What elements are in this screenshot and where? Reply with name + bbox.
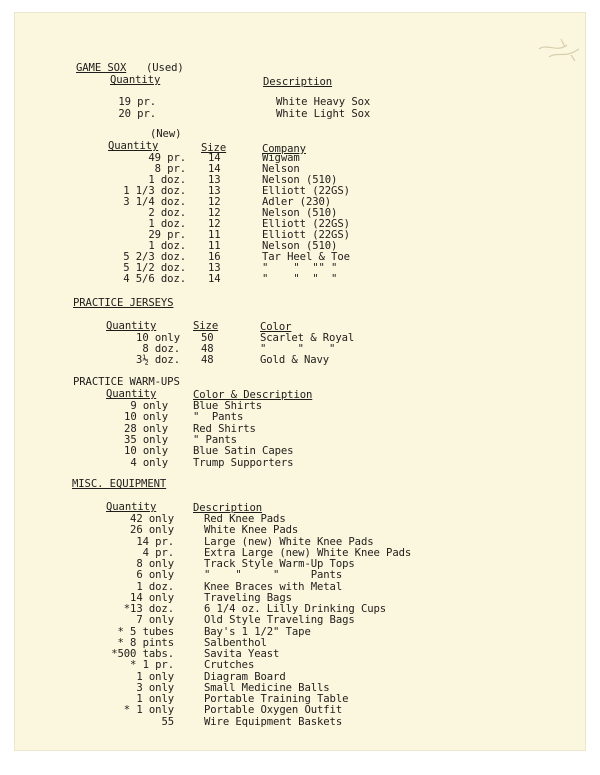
new-size-cell: 11: [208, 229, 221, 241]
misc-quantity-cell: * 1 only: [123, 704, 174, 717]
misc-description-header: Description: [193, 502, 263, 514]
misc-description-cell: Savita Yeast: [204, 648, 280, 660]
jersey-size-cell: 48: [201, 343, 214, 355]
new-company-cell: Nelson (510): [262, 174, 338, 186]
misc-quantity-cell: * 1 pr.: [130, 659, 174, 672]
jersey-color-cell: Scarlet & Royal: [260, 332, 355, 344]
misc-description-cell: Knee Braces with Metal: [204, 580, 343, 593]
new-company-cell: Nelson: [262, 163, 300, 175]
new-company-cell: Elliott (22GS): [262, 229, 350, 241]
jersey-size-cell: 48: [201, 354, 214, 366]
new-size-header: Size: [201, 142, 227, 154]
new-quantity-cell: 29 pr.: [148, 229, 186, 241]
warmup-quantity-cell: 10 only: [124, 411, 168, 424]
warmup-description-cell: Trump Supporters: [193, 456, 294, 469]
warmup-description-cell: Blue Satin Capes: [193, 445, 294, 458]
warmup-quantity-cell: 10 only: [124, 445, 168, 458]
misc-quantity-cell: 8 only: [136, 558, 174, 570]
new-company-header: Company: [262, 143, 306, 155]
misc-description-cell: Large (new) White Knee Pads: [204, 535, 374, 548]
warmups-quantity-header: Quantity: [106, 388, 157, 400]
misc-description-cell: Wire Equipment Baskets: [204, 715, 343, 728]
misc-description-cell: Small Medicine Balls: [204, 681, 330, 694]
warmup-description-cell: Blue Shirts: [193, 400, 263, 412]
warmup-quantity-cell: 35 only: [124, 433, 168, 446]
misc-quantity-cell: 26 only: [130, 524, 174, 537]
misc-quantity-cell: 14 only: [130, 591, 174, 604]
new-size-cell: 13: [208, 185, 221, 197]
warmup-quantity-cell: 28 only: [124, 422, 168, 435]
new-size-cell: 14: [208, 273, 221, 285]
misc-quantity-cell: 1 only: [136, 693, 174, 705]
misc-description-cell: Salbenthol: [204, 636, 267, 649]
misc-quantity-cell: 14 pr.: [136, 535, 174, 548]
misc-description-cell: 6 1/4 oz. Lilly Drinking Cups: [204, 603, 387, 615]
new-company-cell: Nelson (510): [262, 240, 338, 252]
used-description-header: Description: [263, 76, 333, 88]
practice-warmups-title: PRACTICE WARM-UPS: [73, 376, 180, 388]
jerseys-color-header: Color: [260, 321, 292, 333]
new-quantity-cell: 5 1/2 doz.: [123, 262, 186, 274]
used-quantity-header: Quantity: [110, 74, 161, 86]
new-quantity-cell: 3 1/4 doz.: [123, 196, 186, 208]
jersey-color-cell: Gold & Navy: [260, 354, 330, 366]
pencil-smudge-mark: [535, 35, 585, 65]
jersey-color-cell: " " ": [260, 343, 336, 355]
new-size-cell: 14: [208, 152, 221, 164]
new-quantity-cell: 1 1/3 doz.: [123, 185, 186, 197]
new-size-cell: 12: [208, 207, 221, 219]
new-company-cell: " " "" ": [262, 262, 338, 274]
new-size-cell: 13: [208, 174, 221, 186]
new-company-cell: Wigwam: [262, 152, 300, 164]
warmup-quantity-cell: 9 only: [130, 400, 168, 412]
new-size-cell: 14: [208, 163, 221, 175]
used-description-cell: White Light Sox: [276, 108, 371, 120]
new-company-cell: " " " ": [262, 273, 338, 285]
misc-quantity-cell: *500 tabs.: [111, 648, 174, 660]
warmups-description-header: Color & Description: [193, 389, 313, 401]
new-quantity-cell: 1 doz.: [148, 240, 186, 252]
warmup-description-cell: " Pants: [193, 411, 244, 424]
new-note: (New): [150, 128, 182, 140]
misc-description-cell: " " " Pants: [204, 569, 343, 582]
misc-quantity-cell: 55: [161, 715, 174, 728]
new-company-cell: Elliott (22GS): [262, 218, 350, 230]
misc-quantity-cell: 3 only: [136, 681, 174, 694]
new-size-cell: 12: [208, 196, 221, 208]
warmup-quantity-cell: 4 only: [130, 456, 168, 469]
new-size-cell: 12: [208, 218, 221, 230]
misc-description-cell: Crutches: [204, 659, 255, 672]
misc-quantity-header: Quantity: [106, 501, 157, 513]
new-quantity-cell: 1 doz.: [148, 218, 186, 230]
misc-description-cell: White Knee Pads: [204, 524, 299, 537]
new-size-cell: 16: [208, 251, 221, 263]
used-note: (Used): [146, 62, 184, 74]
new-quantity-cell: 2 doz.: [148, 207, 186, 219]
jerseys-size-header: Size: [193, 320, 219, 332]
new-quantity-cell: 49 pr.: [148, 152, 186, 164]
warmup-description-cell: " Pants: [193, 433, 237, 446]
misc-description-cell: Portable Training Table: [204, 693, 349, 705]
practice-jerseys-title: PRACTICE JERSEYS: [73, 297, 174, 309]
misc-description-cell: Old Style Traveling Bags: [204, 614, 355, 627]
new-quantity-header: Quantity: [108, 140, 159, 152]
misc-description-cell: Extra Large (new) White Knee Pads: [204, 546, 412, 559]
jersey-quantity-cell: 8 doz.: [142, 343, 180, 355]
jersey-quantity-cell: 10 only: [136, 332, 180, 344]
warmup-description-cell: Red Shirts: [193, 422, 256, 435]
new-quantity-cell: 8 pr.: [154, 163, 186, 175]
misc-quantity-cell: * 8 pints: [117, 636, 174, 649]
misc-quantity-cell: 1 doz.: [136, 580, 174, 593]
misc-description-cell: Track Style Warm-Up Tops: [204, 558, 355, 570]
misc-quantity-cell: * 5 tubes: [117, 625, 174, 638]
new-quantity-cell: 4 5/6 doz.: [123, 273, 186, 285]
misc-quantity-cell: 1 only: [136, 670, 174, 683]
new-quantity-cell: 1 doz.: [148, 174, 186, 186]
new-company-cell: Nelson (510): [262, 207, 338, 219]
misc-quantity-cell: *13 doz.: [123, 603, 174, 615]
jersey-size-cell: 50: [201, 332, 214, 344]
misc-description-cell: Diagram Board: [204, 670, 286, 683]
misc-equipment-title: MISC. EQUIPMENT: [72, 478, 167, 490]
misc-quantity-cell: 7 only: [136, 614, 174, 627]
new-quantity-cell: 5 2/3 doz.: [123, 251, 186, 263]
new-size-cell: 13: [208, 262, 221, 274]
misc-quantity-cell: 6 only: [136, 569, 174, 582]
misc-quantity-cell: 4 pr.: [142, 546, 174, 559]
misc-description-cell: Traveling Bags: [204, 591, 292, 604]
used-description-cell: White Heavy Sox: [276, 96, 371, 108]
game-sox-title: GAME SOX: [76, 62, 127, 74]
used-quantity-cell: 20 pr.: [118, 108, 156, 120]
misc-quantity-cell: 42 only: [130, 513, 174, 525]
misc-description-cell: Bay's 1 1/2" Tape: [204, 625, 311, 638]
misc-description-cell: Red Knee Pads: [204, 513, 286, 525]
new-company-cell: Tar Heel & Toe: [262, 251, 350, 263]
jersey-quantity-cell: 3½ doz.: [136, 354, 180, 366]
new-company-cell: Elliott (22GS): [262, 185, 350, 197]
new-size-cell: 11: [208, 240, 221, 252]
used-quantity-cell: 19 pr.: [118, 96, 156, 108]
new-company-cell: Adler (230): [262, 196, 332, 208]
misc-description-cell: Portable Oxygen Outfit: [204, 704, 343, 717]
jerseys-quantity-header: Quantity: [106, 320, 157, 332]
